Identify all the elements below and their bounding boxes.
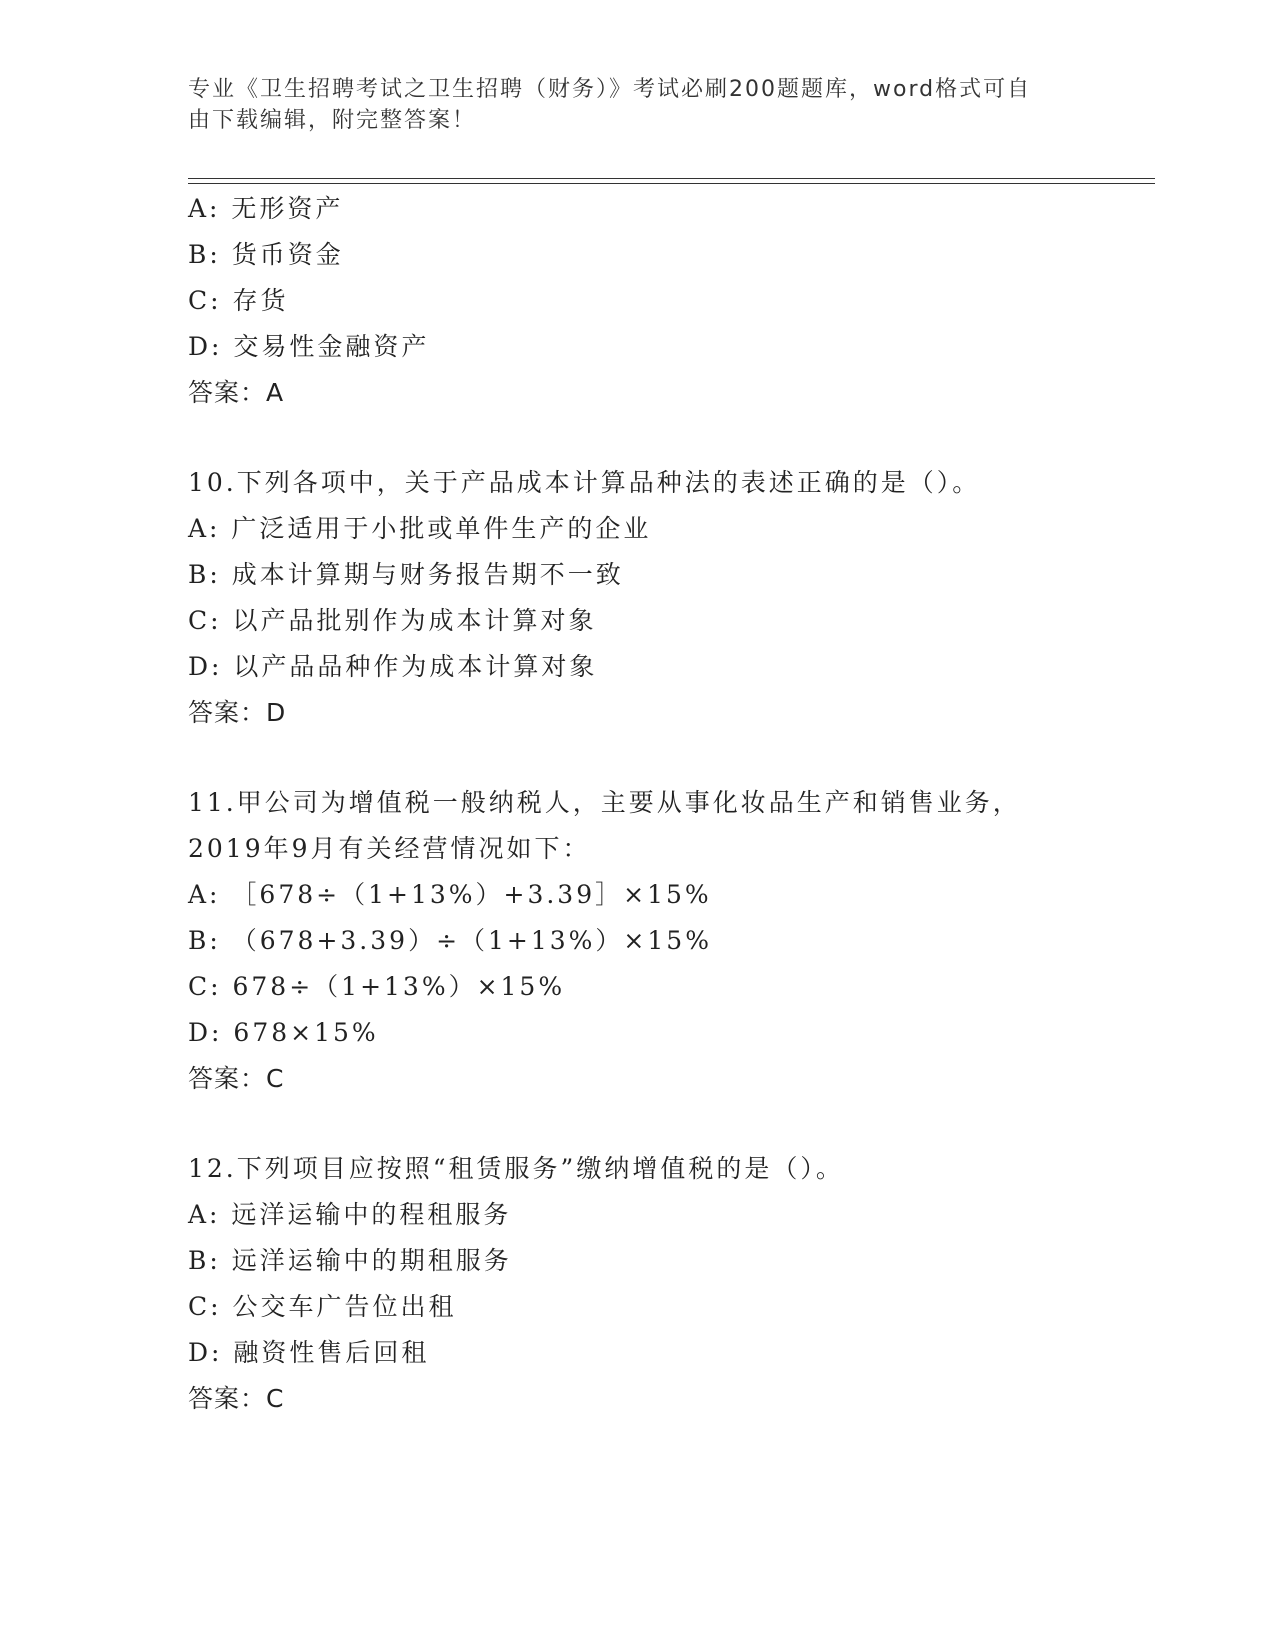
option-d: D: 以产品品种作为成本计算对象 <box>188 652 598 681</box>
header-line-1: 专业《卫生招聘考试之卫生招聘（财务）》考试必刷200题题库，word格式可自 <box>188 77 1032 102</box>
question-stem-continued: 2019年9月有关经营情况如下： <box>188 834 591 863</box>
question-10 <box>188 460 1148 736</box>
question-9 <box>188 186 1148 416</box>
spacer <box>188 1102 1148 1146</box>
answer-label: 答案：A <box>188 378 285 407</box>
header-divider-bottom <box>188 183 1155 184</box>
question-12 <box>188 1146 1148 1422</box>
question-stem: 12.下列项目应按照“租赁服务”缴纳增值税的是（）。 <box>188 1154 844 1183</box>
option-c: C: 存货 <box>188 286 289 315</box>
option-c: C: 678÷（1+13%）×15% <box>188 972 566 1001</box>
question-stem: 10.下列各项中，关于产品成本计算品种法的表述正确的是（）。 <box>188 468 981 497</box>
option-b: B: 货币资金 <box>188 240 344 269</box>
option-d: D: 交易性金融资产 <box>188 332 430 361</box>
option-b: B: 远洋运输中的期租服务 <box>188 1246 512 1275</box>
header-line-2: 由下载编辑，附完整答案！ <box>188 108 477 133</box>
option-c: C: 以产品批别作为成本计算对象 <box>188 606 597 635</box>
question-list <box>188 186 1148 1422</box>
question-11 <box>188 780 1148 1102</box>
option-a: A: 无形资产 <box>188 194 344 223</box>
option-b: B: （678+3.39）÷（1+13%）×15% <box>188 926 712 955</box>
option-c: C: 公交车广告位出租 <box>188 1292 457 1321</box>
option-a: A: 远洋运输中的程租服务 <box>188 1200 512 1229</box>
option-d: D: 678×15% <box>188 1018 379 1047</box>
question-stem: 11.甲公司为增值税一般纳税人，主要从事化妆品生产和销售业务， <box>188 788 1021 817</box>
spacer <box>188 416 1148 460</box>
option-d: D: 融资性售后回租 <box>188 1338 430 1367</box>
answer-label: 答案：D <box>188 698 287 727</box>
spacer <box>188 736 1148 780</box>
answer-label: 答案：C <box>188 1384 285 1413</box>
option-a: A: ［678÷（1+13%）+3.39］×15% <box>188 880 712 909</box>
answer-label: 答案：C <box>188 1064 285 1093</box>
header-divider-top <box>188 178 1155 179</box>
option-b: B: 成本计算期与财务报告期不一致 <box>188 560 624 589</box>
document-header <box>188 74 1088 136</box>
option-a: A: 广泛适用于小批或单件生产的企业 <box>188 514 652 543</box>
